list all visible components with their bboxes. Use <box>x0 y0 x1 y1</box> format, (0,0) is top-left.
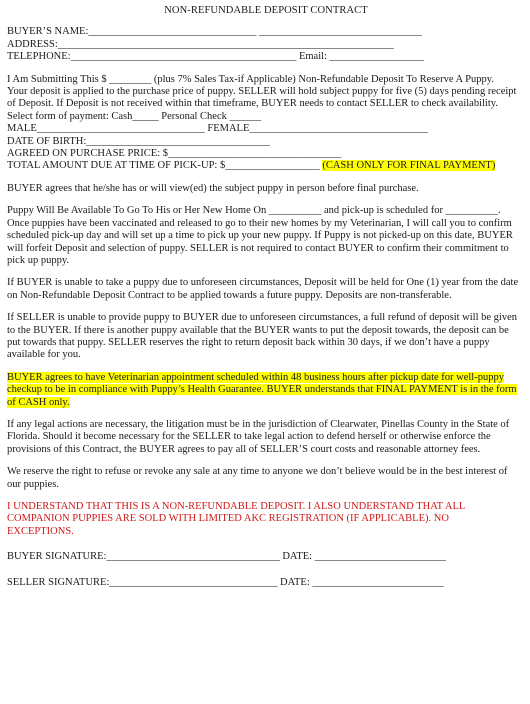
seller-unable-paragraph <box>7 312 525 362</box>
legal-paragraph <box>7 419 525 456</box>
seller-signature-line: SELLER SIGNATURE:________________________________ DATE: _________________________ <box>7 576 444 588</box>
deposit-amount-line: I Am Submitting This $ ________ (plus 7% Sales Tax-if Applicable) Non-Refundable Deposit To Reserve A Puppy. <box>7 73 494 85</box>
paragraph-line: to the BUYER. If there is another puppy available that the BUYER wants to put the deposit towards, the deposit can be <box>7 324 509 336</box>
refuse-sale-paragraph <box>7 466 525 491</box>
paragraph-line: Florida. Should it become necessary for the SELLER to take legal action to defend herself or otherwise enforce the <box>7 431 491 443</box>
paragraph-line: will forfeit Deposit and selection of puppy. SELLER is not required to contact BUYER to confirm their commitment to <box>7 242 509 254</box>
total-due-line <box>7 160 525 172</box>
warning-line: COMPANION PUPPIES ARE SOLD WITH LIMITED AKC REGISTRATION (IF APPLICABLE). NO <box>7 513 449 525</box>
address-field: ADDRESS:________________________________________________________________ <box>7 38 394 50</box>
purchase-price-field: AGREED ON PURCHASE PRICE: $_________________________________ <box>7 148 342 160</box>
highlighted-line: checkup to be in compliance with Puppy’s Health Guarantee. BUYER understands that FINAL PAYMENT is in the form <box>7 384 517 396</box>
paragraph-line: We reserve the right to refuse or revoke any sale at any time to anyone we don’t believe would be in the best interest of <box>7 466 508 478</box>
view-puppy-paragraph <box>7 183 525 195</box>
paragraph-line: our puppies. <box>7 478 59 490</box>
deposit-details <box>7 74 525 173</box>
paragraph-line: provisions of this Contract, the BUYER agrees to pay all of SELLER’S court costs and reasonable attorney fees. <box>7 443 481 455</box>
vet-appointment-paragraph <box>7 372 525 409</box>
cash-only-highlight: (CASH ONLY FOR FINAL PAYMENT) <box>322 160 496 172</box>
pickup-paragraph <box>7 205 525 267</box>
non-refundable-warning <box>7 501 525 538</box>
highlighted-line: BUYER agrees to have Veterinarian appointment scheduled within 48 business hours after pickup date for well-puppy <box>7 371 504 383</box>
paragraph-line: Once puppies have been vaccinated and released to go to their new homes by my Veterinarian, I will call you to confirm <box>7 217 512 229</box>
telephone-email-field: TELEPHONE:___________________________________________ Email: __________________ <box>7 51 425 63</box>
paragraph-line: put towards that puppy. SELLER reserves the right to return deposit back within 30 days, if we don’t have a puppy <box>7 336 490 348</box>
paragraph-line: available for you. <box>7 349 81 361</box>
payment-form-line: Select form of payment: Cash_____ Personal Check ______ <box>7 110 261 122</box>
buyer-signature-line: BUYER SIGNATURE:_________________________________ DATE: _________________________ <box>7 551 446 563</box>
paragraph-line: on Non-Refundable Deposit Contract to be applied towards a future puppy. Deposits are non-transferable. <box>7 289 452 301</box>
buyer-name-field: BUYER’S NAME:________________________________ _______________________________ <box>7 26 422 38</box>
paragraph-line: scheduled pick-up day and will set up a time to pick up your new puppy. If Puppy is not picked-up on this date, BUYER <box>7 230 513 242</box>
paragraph-line: Puppy Will Be Available To Go To His or Her New Home On __________ and pick-up is scheduled for __________. <box>7 205 501 217</box>
highlighted-line: of CASH only. <box>7 396 70 408</box>
warning-line: I UNDERSTAND THAT THIS IS A NON-REFUNDABLE DEPOSIT. I ALSO UNDERSTAND THAT ALL <box>7 501 466 512</box>
sex-field-line: MALE________________________________ FEMALE__________________________________ <box>7 123 428 135</box>
paragraph-line: BUYER agrees that he/she has or will view(ed) the subject puppy in person before final purchase. <box>7 182 419 194</box>
date-of-birth-field: DATE OF BIRTH:___________________________________ <box>7 135 271 147</box>
buyer-unable-paragraph <box>7 277 525 302</box>
paragraph-line: pick up puppy. <box>7 254 70 266</box>
total-due-label: TOTAL AMOUNT DUE AT TIME OF PICK-UP: $__________________ <box>7 160 320 172</box>
paragraph-line: If SELLER is unable to provide puppy to BUYER due to unforeseen circumstances, a full refund of deposit will be given <box>7 312 518 324</box>
paragraph-line: If any legal actions are necessary, the litigation must be in the jurisdiction of Clearwater, Pinellas County in the State of <box>7 418 510 430</box>
document-title: NON-REFUNDABLE DEPOSIT CONTRACT <box>164 5 368 16</box>
deposit-terms-line-2: of Deposit. If Deposit is not received within that timeframe, BUYER needs to contact SELLER to check availability. <box>7 98 498 110</box>
paragraph-line: If BUYER is unable to take a puppy due to unforeseen circumstances, Deposit will be held for One (1) year from the date <box>7 277 519 289</box>
header-fields <box>7 26 525 63</box>
deposit-terms-line-1: Your deposit is applied to the purchase price of puppy. SELLER will hold subject puppy for five (5) days pending receipt <box>7 86 517 98</box>
warning-line: EXCEPTIONS. <box>7 525 74 537</box>
